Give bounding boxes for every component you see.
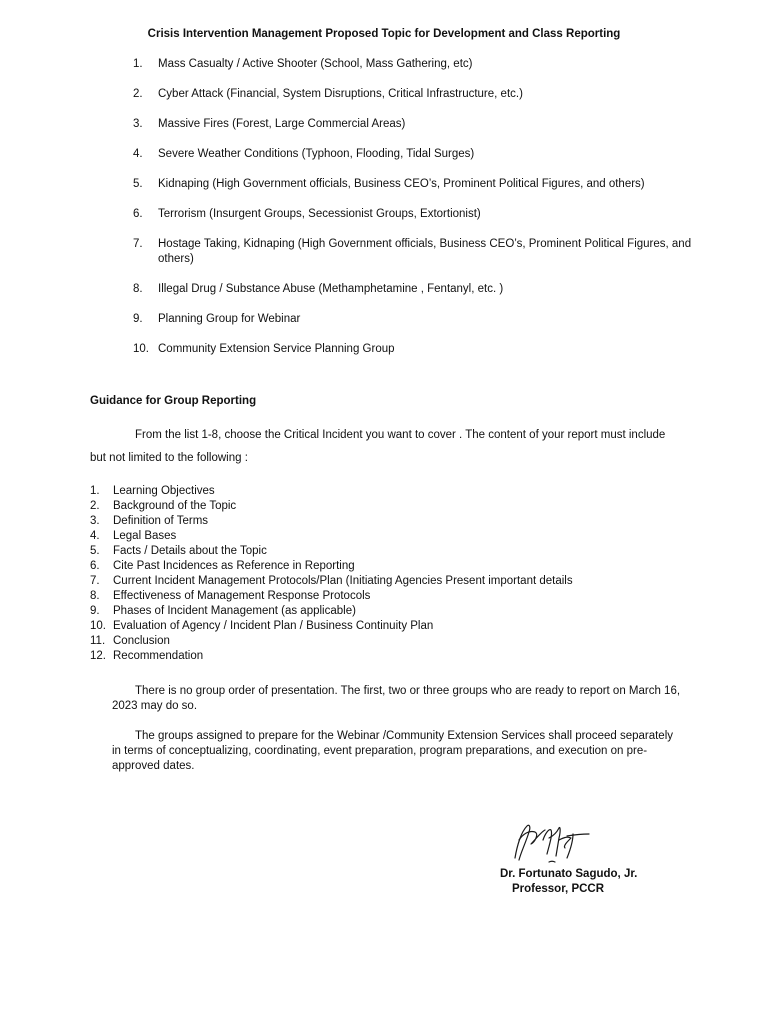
list-item (133, 237, 693, 267)
item-number: 3. (133, 118, 143, 130)
item-number: 10. (133, 343, 149, 355)
item-number: 7. (133, 238, 143, 250)
item-number: 3. (90, 515, 100, 527)
list-item (133, 147, 693, 162)
item-text: Terrorism (Insurgent Groups, Secessionist Groups, Extortionist) (158, 208, 481, 220)
guidance-intro-paragraph (90, 424, 670, 470)
item-text: Cyber Attack (Financial, System Disruptions, Critical Infrastructure, etc.) (158, 88, 523, 100)
item-number: 2. (90, 500, 100, 512)
item-text: Facts / Details about the Topic (113, 545, 267, 557)
list-item (133, 57, 693, 72)
list-item (90, 619, 690, 634)
list-item (90, 574, 690, 589)
list-item (90, 559, 690, 574)
handwritten-signature (505, 818, 595, 866)
item-number: 12. (90, 650, 106, 662)
item-number: 11. (90, 635, 106, 647)
item-number: 6. (90, 560, 100, 572)
item-number: 2. (133, 88, 143, 100)
signatory-name: Dr. Fortunato Sagudo, Jr. (500, 868, 638, 880)
item-number: 8. (90, 590, 100, 602)
item-number: 1. (133, 58, 143, 70)
list-item (90, 484, 690, 499)
item-number: 4. (90, 530, 100, 542)
list-item (90, 529, 690, 544)
list-item (133, 177, 693, 192)
list-item (90, 544, 690, 559)
item-text: Phases of Incident Management (as applicable) (113, 605, 356, 617)
list-item (90, 514, 690, 529)
item-text: Definition of Terms (113, 515, 209, 527)
item-text: Cite Past Incidences as Reference in Reporting (113, 560, 355, 572)
item-text: Mass Casualty / Active Shooter (School, Mass Gathering, etc) (158, 58, 473, 70)
item-text: Illegal Drug / Substance Abuse (Methamphetamine , Fentanyl, etc. ) (158, 283, 504, 295)
item-text: Massive Fires (Forest, Large Commercial Areas) (158, 118, 406, 130)
item-text: Planning Group for Webinar (158, 313, 301, 325)
item-text: Community Extension Service Planning Group (158, 343, 395, 355)
list-item (90, 604, 690, 619)
item-number: 10. (90, 620, 106, 632)
item-number: 4. (133, 148, 143, 160)
item-text: Severe Weather Conditions (Typhoon, Flooding, Tidal Surges) (158, 148, 475, 160)
list-item (90, 634, 690, 649)
item-text: Hostage Taking, Kidnaping (High Government officials, Business CEO’s, Prominent Political Figures, and others) (158, 238, 692, 265)
item-number: 5. (90, 545, 100, 557)
list-item (133, 312, 693, 327)
item-text: Learning Objectives (113, 485, 215, 497)
item-number: 6. (133, 208, 143, 220)
item-number: 1. (90, 485, 100, 497)
document-title: Crisis Intervention Management Proposed Topic for Development and Class Reporting (147, 28, 621, 40)
requirements-list (90, 484, 690, 664)
item-number: 5. (133, 178, 143, 190)
presentation-note-text: There is no group order of presentation. The first, two or three groups who are ready to report on March 16, 2023 may do so. (112, 685, 681, 712)
list-item (133, 207, 693, 222)
item-number: 8. (133, 283, 143, 295)
item-text: Background of the Topic (113, 500, 237, 512)
guidance-intro-text: From the list 1-8, choose the Critical Incident you want to cover . The content of your report must include but not limited to the following : (90, 429, 666, 464)
webinar-note-text: The groups assigned to prepare for the Webinar /Community Extension Services shall proceed separately in terms of conceptualizing, coordinating, event preparation, program preparations, and execution on pre-approved dates. (112, 730, 674, 772)
webinar-note-paragraph (112, 729, 682, 774)
list-item (133, 282, 693, 297)
item-text: Evaluation of Agency / Incident Plan / Business Continuity Plan (113, 620, 434, 632)
presentation-note-paragraph (112, 684, 682, 714)
item-number: 9. (90, 605, 100, 617)
item-text: Recommendation (113, 650, 204, 662)
list-item (133, 87, 693, 102)
item-text: Current Incident Management Protocols/Plan (Initiating Agencies Present important details (113, 575, 573, 587)
item-number: 9. (133, 313, 143, 325)
item-text: Legal Bases (113, 530, 177, 542)
item-text: Effectiveness of Management Response Protocols (113, 590, 371, 602)
item-number: 7. (90, 575, 100, 587)
list-item (90, 499, 690, 514)
guidance-heading: Guidance for Group Reporting (90, 395, 257, 407)
list-item (133, 342, 693, 357)
topic-list (133, 57, 693, 372)
item-text: Kidnaping (High Government officials, Business CEO’s, Prominent Political Figures, and others) (158, 178, 645, 190)
signatory-title: Professor, PCCR (512, 883, 605, 895)
item-text: Conclusion (113, 635, 170, 647)
list-item (90, 649, 690, 664)
list-item (90, 589, 690, 604)
list-item (133, 117, 693, 132)
